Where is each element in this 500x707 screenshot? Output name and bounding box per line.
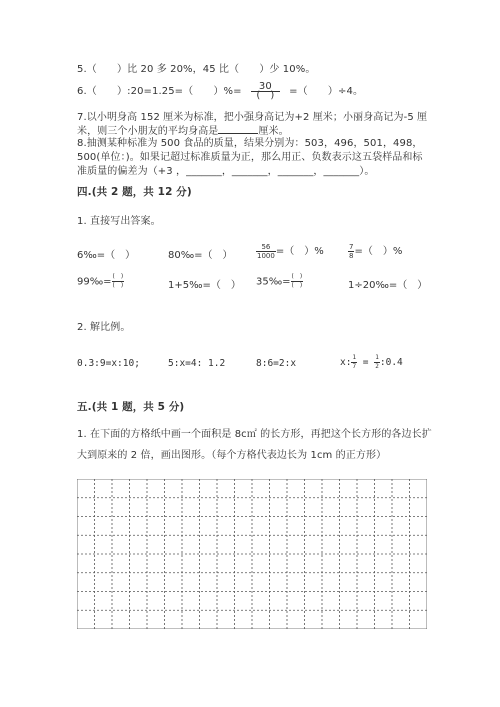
calc-56-over-1000: $\frac{56}{1000}$ =（ ）% [257, 242, 324, 260]
answer-blank [218, 124, 258, 134]
question-8-line-3: 准质量的偏差为（+3 ，_______，_______，_______，_______）。 [77, 166, 375, 177]
question-7-unit: 厘米。 [258, 126, 289, 137]
calc-80-permille: 80‰=（ ） [168, 250, 233, 261]
fraction: $\frac{1}{7}$ [352, 354, 357, 370]
grid-paper[interactable] [77, 479, 427, 629]
proportion-1: 0.3:9=x:10; [77, 358, 140, 369]
fraction: $\frac{( )}{( )}$ [112, 273, 124, 289]
fraction-denominator: ( ) [256, 89, 275, 101]
calc-99-permille: 99‰= $\frac{( )}{( )}$ [77, 273, 124, 289]
question-5: 5.（ ）比 20 多 20%，45 比（ ）少 10%。 [77, 64, 316, 75]
question-6-suffix: =（ ）÷4。 [289, 86, 364, 97]
fraction: $\frac{56}{1000}$ [257, 242, 275, 260]
question-6-fraction [251, 80, 280, 101]
section-4-q1-title: 1. 直接写出答案。 [77, 216, 161, 227]
proportion-3: 8:6=2:x [256, 358, 297, 369]
calc-6-permille: 6‰=（ ） [77, 250, 136, 261]
section-5-title: 五.(共 1 题，共 5 分) [77, 401, 185, 413]
section-5-q1-line-2: 大到原来的 2 倍，画出图形。（每个方格代表边长为 1cm 的正方形） [77, 450, 387, 461]
question-6 [77, 82, 363, 100]
question-6-prefix: 6.（ ）:20=1.25=（ ）%= [77, 86, 242, 97]
calc-1-plus-5-permille: 1+5‰=（ ） [168, 280, 241, 291]
calc-7-over-8: $\frac{7}{8}$ =（ ）% [349, 242, 403, 260]
section-4-q2-title: 2. 解比例。 [77, 322, 131, 333]
section-5-q1-line-1: 1. 在下面的方格纸中画一个面积是 8c㎡ 的长方形，再把这个长方形的各边长扩 [77, 429, 432, 440]
fraction: $\frac{( )}{( )}$ [291, 273, 303, 289]
calc-1-div-20-permille: 1÷20‰=（ ） [348, 280, 428, 291]
question-7-line-1: 7.以小明身高 152 厘米为标准，把小强身高记为+2 厘米；小丽身高记为-5 厘 [77, 112, 428, 123]
calc-35-permille: 35‰= $\frac{( )}{( )}$ [256, 273, 303, 289]
fraction: $\frac{1}{2}$ [375, 354, 379, 370]
question-8-line-2: 500(单位：)。如果记超过标准质量为正，那么用正、负数表示这五袋样品和标 [77, 152, 423, 163]
proportion-4: x: $\frac{1}{7}$ = $\frac{1}{2}$ :0.4 [340, 354, 403, 370]
fraction-numerator: 30 [251, 83, 280, 92]
section-4-title: 四.(共 2 题，共 12 分) [77, 186, 192, 198]
question-8-line-1: 8.抽测某种标准为 500 食品的质量，结果分别为：503，496，501，498， [77, 138, 423, 149]
fraction: $\frac{7}{8}$ [349, 242, 354, 260]
proportion-2: 5:x=4: 1.2 [168, 358, 226, 369]
question-7-text: 米，则三个小朋友的平均身高是 [77, 126, 219, 137]
